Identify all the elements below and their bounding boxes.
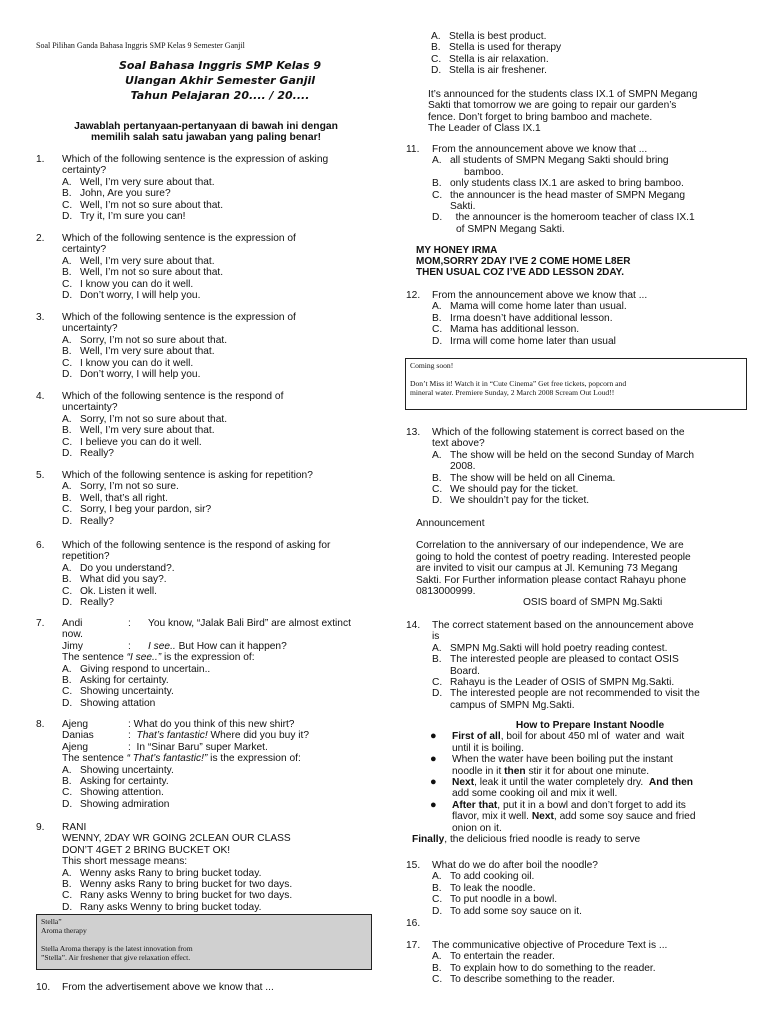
question-number: 10. — [36, 982, 51, 993]
option: A. Giving respond to uncertain.. — [62, 663, 211, 675]
question-stem: From the announcement above we know that ... — [432, 144, 648, 155]
announcement-line: It’s announced for the students class IX.1 of SMPN Megang — [428, 89, 698, 100]
instruction-line: memilih salah satu jawaban yang paling benar! — [90, 132, 322, 144]
question-number: 16. — [406, 918, 421, 929]
doc-year: Tahun Pelajaran 20.... / 20.... — [130, 89, 310, 103]
option: A. Wenny asks Rany to bring bucket today. — [62, 867, 262, 879]
option: D. Don’t worry, I will help you. — [62, 290, 201, 302]
option: B. What did you say?. — [62, 574, 167, 586]
announcement-2 — [416, 518, 750, 609]
doc-subtitle: Ulangan Akhir Semester Ganjil — [124, 74, 316, 88]
option: D. Showing attation — [62, 697, 156, 709]
question-stem: repetition? — [62, 551, 110, 563]
option: B. John, Are you sure? — [62, 188, 171, 200]
announcement-line: Sakti that tomorrow we are going to repair our garden’s — [428, 100, 677, 112]
option: A. To entertain the reader. — [432, 951, 555, 963]
option: C. To describe something to the reader. — [432, 974, 615, 986]
dialogue-line: Andi : You know, “Jalak Bali Bird” are almost extinct — [62, 618, 351, 629]
question-stem: The correct statement based on the announcement above — [432, 620, 694, 631]
question-number: 2. — [36, 233, 45, 244]
option: B. Well, I’m not so sure about that. — [62, 267, 224, 279]
option: D. Really? — [62, 515, 114, 527]
option: B. only students class IX.1 are asked to bring bamboo. — [432, 178, 684, 190]
option: D. Showing admiration — [62, 798, 170, 810]
question-number: 9. — [36, 822, 45, 833]
question-number: 15. — [406, 860, 421, 871]
option: A. Do you understand?. — [62, 562, 175, 574]
announcement-line: Sakti. For Further information please contact Rahayu phone — [416, 574, 687, 586]
option: D. Stella is air freshener. — [431, 65, 547, 77]
option: B. Asking for certainty. — [62, 776, 169, 788]
procedure-title: How to Prepare Instant Noodle — [515, 720, 665, 731]
ad-line: Stella Aroma therapy is the latest innovation from — [41, 944, 193, 953]
question-stem: What do we do after boil the noodle? — [432, 860, 598, 871]
sms-line: WENNY, 2DAY WR GOING 2CLEAN OUR CLASS — [62, 833, 291, 845]
option: C. Rahayu is the Leader of OSIS of SMPN Mg.Sakti. — [432, 677, 675, 689]
option: B. Wenny asks Rany to bring bucket for two days. — [62, 879, 293, 891]
option: D. Really? — [62, 597, 114, 609]
option: B. Asking for certainty. — [62, 675, 169, 687]
option: D. Really? — [62, 448, 114, 460]
question-number: 13. — [406, 427, 421, 438]
option: C. Well, I’m not so sure about that. — [62, 199, 224, 211]
option: B. The interested people are pleased to contact OSIS Board. — [432, 654, 679, 677]
option: C. I believe you can do it well. — [62, 436, 202, 448]
sms-line: MOM,SORRY 2DAY I’VE 2 COME HOME L8ER — [416, 256, 631, 268]
title-block — [70, 58, 370, 104]
question-number: 7. — [36, 618, 45, 629]
dialogue-continuation: now. — [62, 629, 83, 641]
instruction — [36, 121, 376, 143]
question-number: 8. — [36, 719, 45, 730]
question-stem: Which of the following sentence is asking for repetition? — [62, 470, 313, 481]
option: D. We shouldn’t pay for the ticket. — [432, 495, 590, 507]
option: A. SMPN Mg.Sakti will hold poetry reading contest. — [432, 642, 668, 654]
announcement-line: 0813000999. — [416, 586, 476, 598]
option: C. Showing uncertainty. — [62, 686, 174, 698]
announcement-1 — [428, 89, 748, 135]
question-stem: The communicative objective of Procedure Text is ... — [432, 940, 668, 951]
announcement-title: Announcement — [416, 518, 485, 529]
option: B. To leak the noodle. — [432, 882, 536, 894]
question-stem: The sentence “ That’s fantastic!” is the expression of: — [62, 753, 301, 765]
running-title: Soal Pilihan Ganda Bahasa Inggris SMP Kelas 9 Semester Ganjil — [36, 41, 245, 50]
option: A. Mama will come home later than usual. — [432, 301, 627, 313]
question-stem: text above? — [432, 438, 485, 450]
box-heading: Coming soon! — [410, 361, 454, 370]
option: C. I know you can do it well. — [62, 357, 194, 369]
option: B. Well, that’s all right. — [62, 492, 168, 504]
option: C. Showing attention. — [62, 787, 164, 799]
question-stem: Which of the following sentence is the respond of — [62, 391, 284, 402]
question-stem: Which of the following statement is correct based on the — [432, 427, 685, 438]
sms-message-2 — [416, 245, 746, 279]
option: B. Well, I’m very sure about that. — [62, 425, 215, 437]
option: A. Stella is best product. — [431, 31, 547, 42]
question-stem: certainty? — [62, 244, 107, 256]
option: A. all students of SMPN Megang Sakti should bring bamboo. — [432, 155, 669, 178]
option: C. Mama has additional lesson. — [432, 324, 580, 336]
announcement-signature: OSIS board of SMPN Mg.Sakti — [523, 597, 663, 609]
question-number: 12. — [406, 290, 421, 301]
doc-title: Soal Bahasa Inggris SMP Kelas 9 — [119, 59, 321, 72]
option: D. Rany asks Wenny to bring bucket today. — [62, 901, 262, 913]
dialogue-line: Ajeng : What do you think of this new shirt? — [62, 719, 295, 730]
advertisement-box — [36, 914, 372, 970]
procedure-step: ● Next, leak it until the water completely dry. And then add some cooking oil and mix it well. — [430, 776, 694, 800]
coming-soon-box — [405, 358, 747, 410]
option: A. Sorry, I’m not so sure. — [62, 481, 179, 493]
option: B. To explain how to do something to the reader. — [432, 962, 656, 974]
ad-line: ”Stella”. Air freshener that give relaxation effect. — [41, 953, 191, 962]
option: A. Well, I’m very sure about that. — [62, 176, 215, 188]
question-number: 11. — [406, 144, 420, 155]
announcement-line: fence. Don’t forget to bring bamboo and machete. — [428, 111, 653, 123]
option: A. To add cooking oil. — [432, 871, 535, 883]
procedure-step: ● First of all, boil for about 450 ml of water and wait until it is boiling. — [430, 730, 685, 754]
option: D. the announcer is the homeroom teacher of class IX.1 of SMPN Megang Sakti. — [432, 212, 695, 235]
option: D. To add some soy sauce on it. — [432, 905, 582, 917]
question-number: 5. — [36, 470, 45, 481]
option: B. Stella is used for therapy — [431, 42, 562, 54]
option: B. Irma doesn’t have additional lesson. — [432, 312, 613, 324]
procedure-step: ● When the water have been boiling put the instant noodle in it then stir it for about one minute. — [430, 753, 673, 777]
option: A. Sorry, I’m not so sure about that. — [62, 334, 228, 346]
announcement-line: Correlation to the anniversary of our independence, We are — [416, 540, 684, 552]
announcement-signature: The Leader of Class IX.1 — [428, 123, 541, 135]
option: C. We should pay for the ticket. — [432, 484, 579, 496]
question-stem: certainty? — [62, 165, 107, 177]
bullet-icon: ● — [430, 753, 437, 766]
question-stem: Which of the following sentence is the respond of asking for — [62, 540, 331, 551]
question-number: 4. — [36, 391, 45, 402]
option: C. I know you can do it well. — [62, 278, 194, 290]
sms-line: MY HONEY IRMA — [416, 245, 498, 256]
option: D. Don’t worry, I will help you. — [62, 369, 201, 381]
question-number: 3. — [36, 312, 45, 323]
bullet-icon: ● — [430, 798, 437, 811]
announcement-line: are invited to visit our campus at Jl. Kemuning 73 Megang — [416, 563, 678, 575]
option: B. The show will be held on all Cinema. — [432, 472, 616, 484]
option: A. Well, I’m very sure about that. — [62, 255, 215, 267]
sms-sender: RANI — [62, 822, 87, 833]
dialogue-line: Danias : That’s fantastic! Where did you buy it? — [62, 730, 310, 742]
option: D. Try it, I’m sure you can! — [62, 211, 186, 223]
option: C. Sorry, I beg your pardon, sir? — [62, 504, 212, 516]
bullet-icon: ● — [430, 776, 437, 789]
box-line: Don’t Miss it! Watch it in “Cute Cinema” Get free tickets, popcorn and — [410, 379, 627, 388]
box-line: mineral water. Premiere Sunday, 2 March 2008 Scream Out Loud!! — [410, 388, 615, 397]
option: C. Stella is air relaxation. — [431, 53, 549, 65]
procedure-final: Finally, the delicious fried noodle is ready to serve — [412, 834, 641, 846]
question-stem: is — [432, 631, 440, 643]
question-number: 6. — [36, 540, 45, 551]
question-stem: Which of the following sentence is the expression of — [62, 233, 296, 244]
ad-line: Stella” — [41, 917, 62, 926]
option: A. The show will be held on the second Sunday of March 2008. — [432, 449, 695, 473]
dialogue-line: Jimy : I see.. But How can it happen? — [62, 640, 287, 652]
option: A. Showing uncertainty. — [62, 764, 174, 776]
option: B. Well, I’m very sure about that. — [62, 346, 215, 358]
question-10-options — [431, 31, 751, 77]
question-stem: Which of the following sentence is the expression of — [62, 312, 296, 323]
question-number: 1. — [36, 154, 45, 165]
bullet-icon: ● — [430, 730, 437, 743]
question-stem: This short message means: — [62, 856, 188, 868]
question-stem: The sentence “I see..” is the expression of: — [62, 652, 255, 664]
procedure-text — [412, 720, 750, 846]
question-number: 17. — [406, 940, 421, 951]
question-stem: uncertainty? — [62, 323, 118, 335]
option: C. the announcer is the head master of SMPN Megang Sakti. — [432, 189, 686, 213]
option: A. Sorry, I’m not so sure about that. — [62, 413, 228, 425]
ad-line: Aroma therapy — [41, 926, 87, 935]
procedure-step: ● After that, put it in a bowl and don’t forget to add its flavor, mix it well. Next, add some soy sauce and fried onion on it. — [430, 798, 696, 834]
question-stem: From the advertisement above we know that ... — [62, 982, 274, 993]
sms-line: THEN USUAL COZ I’VE ADD LESSON 2DAY. — [416, 267, 624, 279]
option: C. Rany asks Wenny to bring bucket for two days. — [62, 890, 293, 902]
option: C. To put noodle in a bowl. — [432, 894, 558, 906]
announcement-line: going to hold the contest of poetry reading. Interested people — [416, 551, 691, 563]
question-stem: Which of the following sentence is the expression of asking — [62, 154, 329, 165]
option: D. The interested people are not recommended to visit the campus of SMPN Mg.Sakti. — [432, 688, 700, 711]
instruction-line: Jawablah pertanyaan-pertanyaan di bawah ini dengan — [74, 121, 338, 132]
option: C. Ok. Listen it well. — [62, 585, 157, 597]
question-number: 14. — [406, 620, 421, 631]
dialogue-line: Ajeng : In “Sinar Baru” super Market. — [62, 741, 268, 753]
option: D. Irma will come home later than usual — [432, 335, 616, 347]
question-stem: From the announcement above we know that ... — [432, 290, 648, 301]
sms-line: DON’T 4GET 2 BRING BUCKET OK! — [62, 844, 231, 856]
question-stem: uncertainty? — [62, 402, 118, 414]
